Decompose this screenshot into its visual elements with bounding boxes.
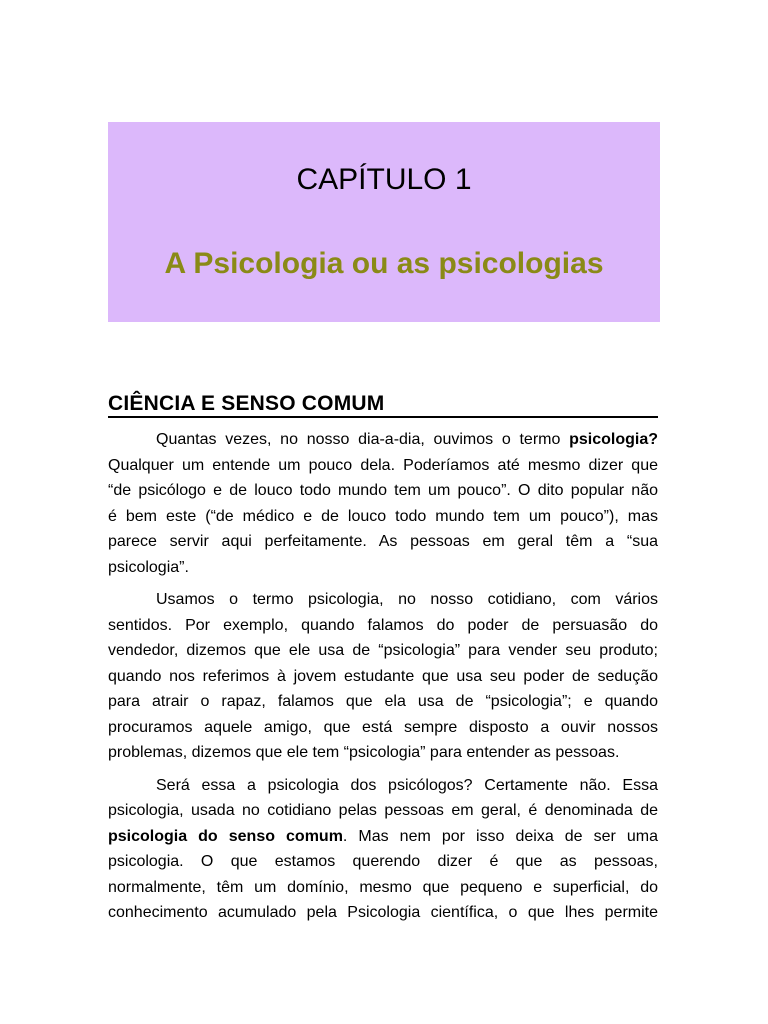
text-line: Usamos o termo psicologia, no nosso cotidiano, com vários [156, 591, 658, 608]
text-line: conhecimento acumulado pela Psicologia científica, o que lhes permite [108, 904, 658, 921]
chapter-header-box [108, 122, 660, 322]
text-line: parece servir aqui perfeitamente. As pessoas em geral têm a “sua [108, 533, 658, 550]
text-line: psicologia do senso comum. Mas nem por isso deixa de ser uma [108, 827, 658, 845]
text-line: para atrair o rapaz, falamos que ela usa de “psicologia”; e quando [108, 693, 658, 710]
text-line: vendedor, dizemos que ele usa de “psicologia” para vender seu produto; [108, 642, 658, 659]
text-line: procuramos aquele amigo, que está sempre disposto a ouvir nossos [108, 718, 658, 736]
text-line: é bem este (“de médico e de louco todo mundo tem um pouco”), mas [108, 507, 658, 525]
text-line: sentidos. Por exemplo, quando falamos do poder de persuasão do [108, 616, 658, 634]
text-line: “de psicólogo e de louco todo mundo tem um pouco”. O dito popular não [108, 482, 658, 499]
text-line: normalmente, têm um domínio, mesmo que pequeno e superficial, do [108, 878, 658, 896]
text-line: psicologia”. [108, 558, 189, 576]
text-line: problemas, dizemos que ele tem “psicologia” para entender as pessoas. [108, 744, 620, 761]
paragraph [108, 587, 658, 766]
text-line: Quantas vezes, no nosso dia-a-dia, ouvimos o termo psicologia? [156, 431, 658, 448]
text-line: psicologia. O que estamos querendo dizer é que as pessoas, [108, 853, 658, 870]
chapter-title: A Psicologia ou as psicologias [164, 247, 604, 280]
paragraph [108, 773, 658, 926]
text-line: Será essa a psicologia dos psicólogos? Certamente não. Essa [156, 776, 658, 794]
section-heading-text: CIÊNCIA E SENSO COMUM [108, 392, 385, 415]
text-line: Qualquer um entende um pouco dela. Poderíamos até mesmo dizer que [108, 456, 658, 474]
chapter-number: CAPÍTULO 1 [296, 163, 472, 196]
paragraph [108, 427, 658, 580]
section-heading [108, 392, 658, 418]
text-line: quando nos referimos à jovem estudante que usa seu poder de sedução [108, 667, 658, 685]
text-line: psicologia, usada no cotidiano pelas pessoas em geral, é denominada de [108, 802, 658, 819]
body-text [108, 427, 658, 933]
